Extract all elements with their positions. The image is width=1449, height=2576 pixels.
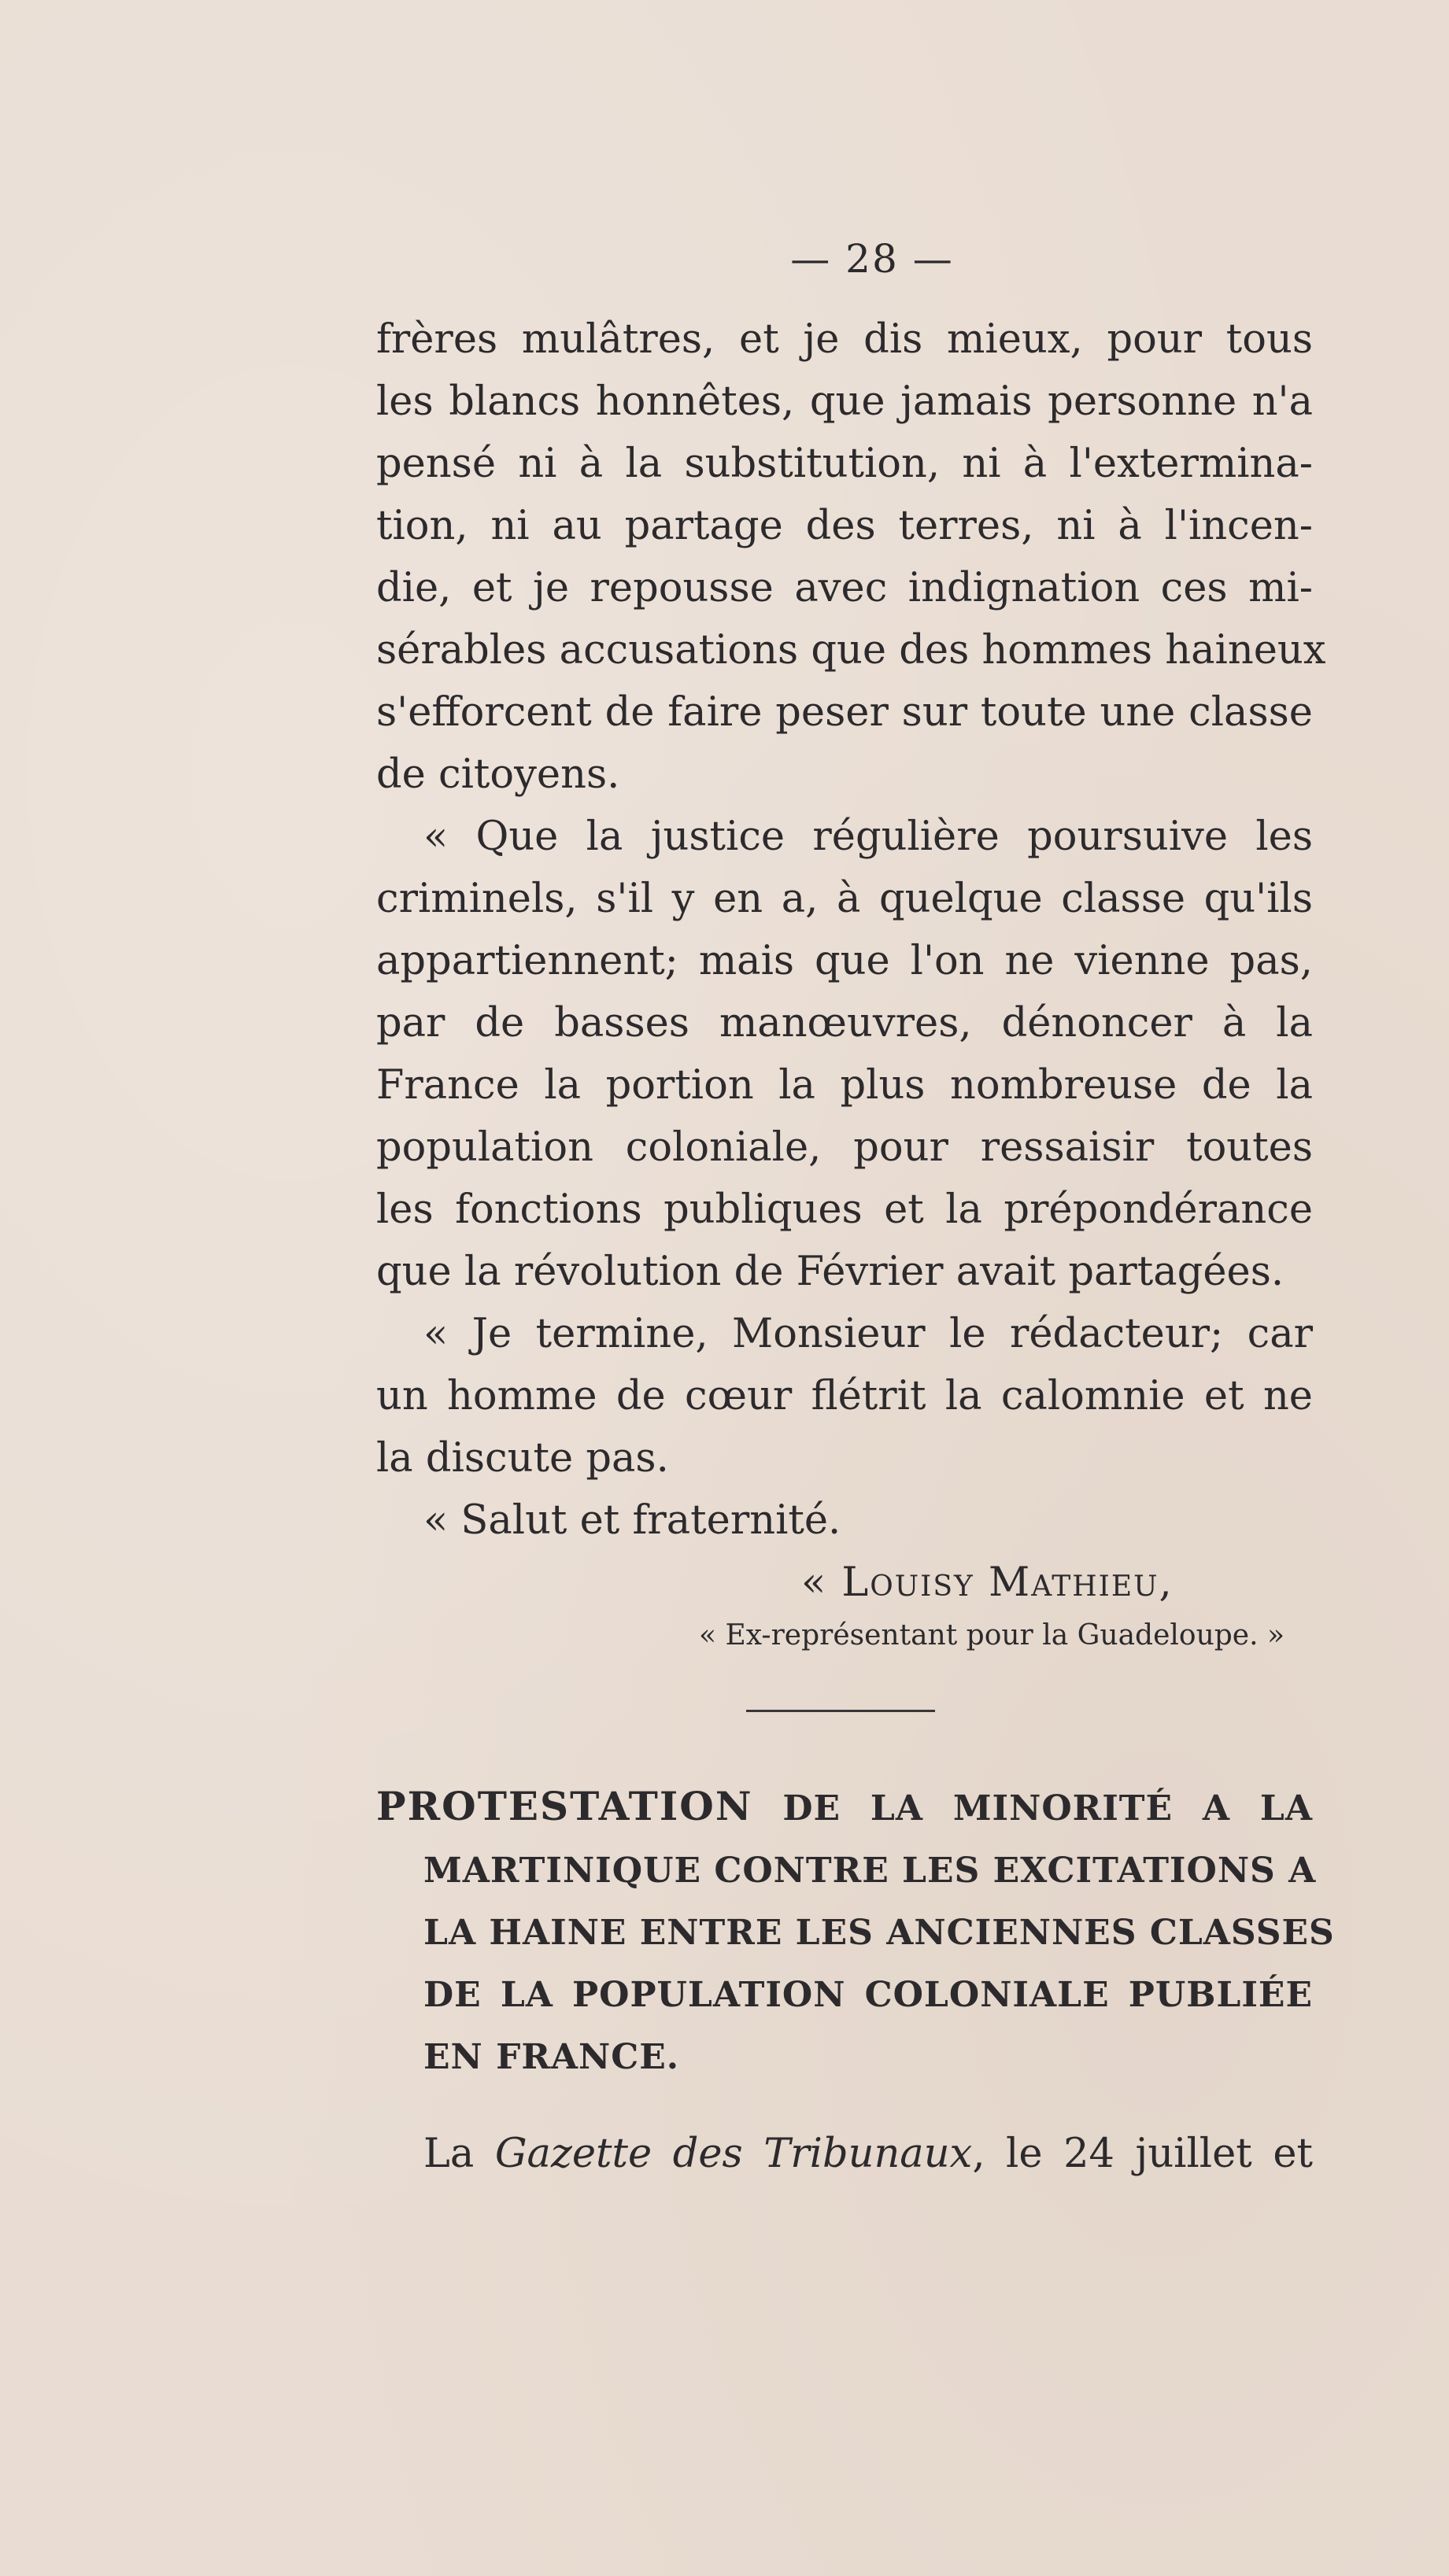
publication-title: Gazette des Tribunaux	[494, 2131, 973, 2177]
section-divider-rule	[746, 1710, 935, 1712]
signature-title: « Ex-représentant pour la Guadeloupe. »	[699, 1619, 1285, 1652]
text-line: la discute pas.	[376, 1435, 669, 1482]
text-line: un homme de cœur flétrit la calomnie et ne	[376, 1373, 1313, 1419]
text-line: de citoyens.	[376, 751, 620, 798]
final-line-start: La	[423, 2131, 495, 2177]
text-line: die, et je repousse avec indignation ces mi-	[376, 565, 1313, 611]
text-line: criminels, s'il y en a, à quelque classe qu'ils	[376, 876, 1313, 922]
letter-paragraph-1	[376, 308, 1326, 806]
final-line-end: , le 24 juillet et	[972, 2131, 1313, 2177]
page-number: — 28 —	[790, 236, 954, 282]
final-text-line	[376, 2123, 1313, 2185]
text-line: les blancs honnêtes, que jamais personne n'a	[376, 378, 1313, 425]
text-line: frères mulâtres, et je dis mieux, pour tous	[376, 316, 1313, 363]
closing-salutation: « Salut et fraternité.	[423, 1497, 841, 1544]
letter-paragraph-2	[376, 806, 1313, 1303]
letter-paragraph-3	[376, 1303, 1313, 1489]
text-line: par de basses manœuvres, dénoncer à la	[376, 1000, 1313, 1046]
text-line: « Je termine, Monsieur le rédacteur; car	[423, 1311, 1313, 1357]
text-line: tion, ni au partage des terres, ni à l'incen-	[376, 503, 1313, 549]
section-heading	[376, 1775, 1335, 2088]
text-line: les fonctions publiques et la prépondérance	[376, 1187, 1313, 1233]
heading-line-1-rest: DE LA MINORITÉ A LA	[782, 1788, 1313, 1829]
text-line: que la révolution de Février avait partagées.	[376, 1249, 1285, 1295]
signature-block	[376, 1552, 1313, 1658]
heading-line-3: LA HAINE ENTRE LES ANCIENNES CLASSES	[423, 1913, 1335, 1953]
text-line: population coloniale, pour ressaisir toutes	[376, 1124, 1313, 1171]
text-line: sérables accusations que des hommes haineux	[376, 627, 1326, 674]
page-text-block	[376, 236, 1335, 2185]
text-line: « Que la justice régulière poursuive les	[423, 814, 1313, 860]
text-line: appartiennent; mais que l'on ne vienne pas,	[376, 938, 1313, 984]
heading-lead-word: PROTESTATION	[376, 1783, 753, 1829]
signature-name: « Louisy Mathieu,	[801, 1559, 1174, 1606]
text-line: pensé ni à la substitution, ni à l'extermina-	[376, 441, 1313, 487]
heading-line-4: DE LA POPULATION COLONIALE PUBLIÉE	[423, 1975, 1313, 2015]
text-line: France la portion la plus nombreuse de la	[376, 1062, 1313, 1109]
heading-line-2: MARTINIQUE CONTRE LES EXCITATIONS A	[423, 1851, 1317, 1891]
text-line: s'efforcent de faire peser sur toute une classe	[376, 689, 1313, 736]
heading-line-5: EN FRANCE.	[423, 2037, 680, 2077]
